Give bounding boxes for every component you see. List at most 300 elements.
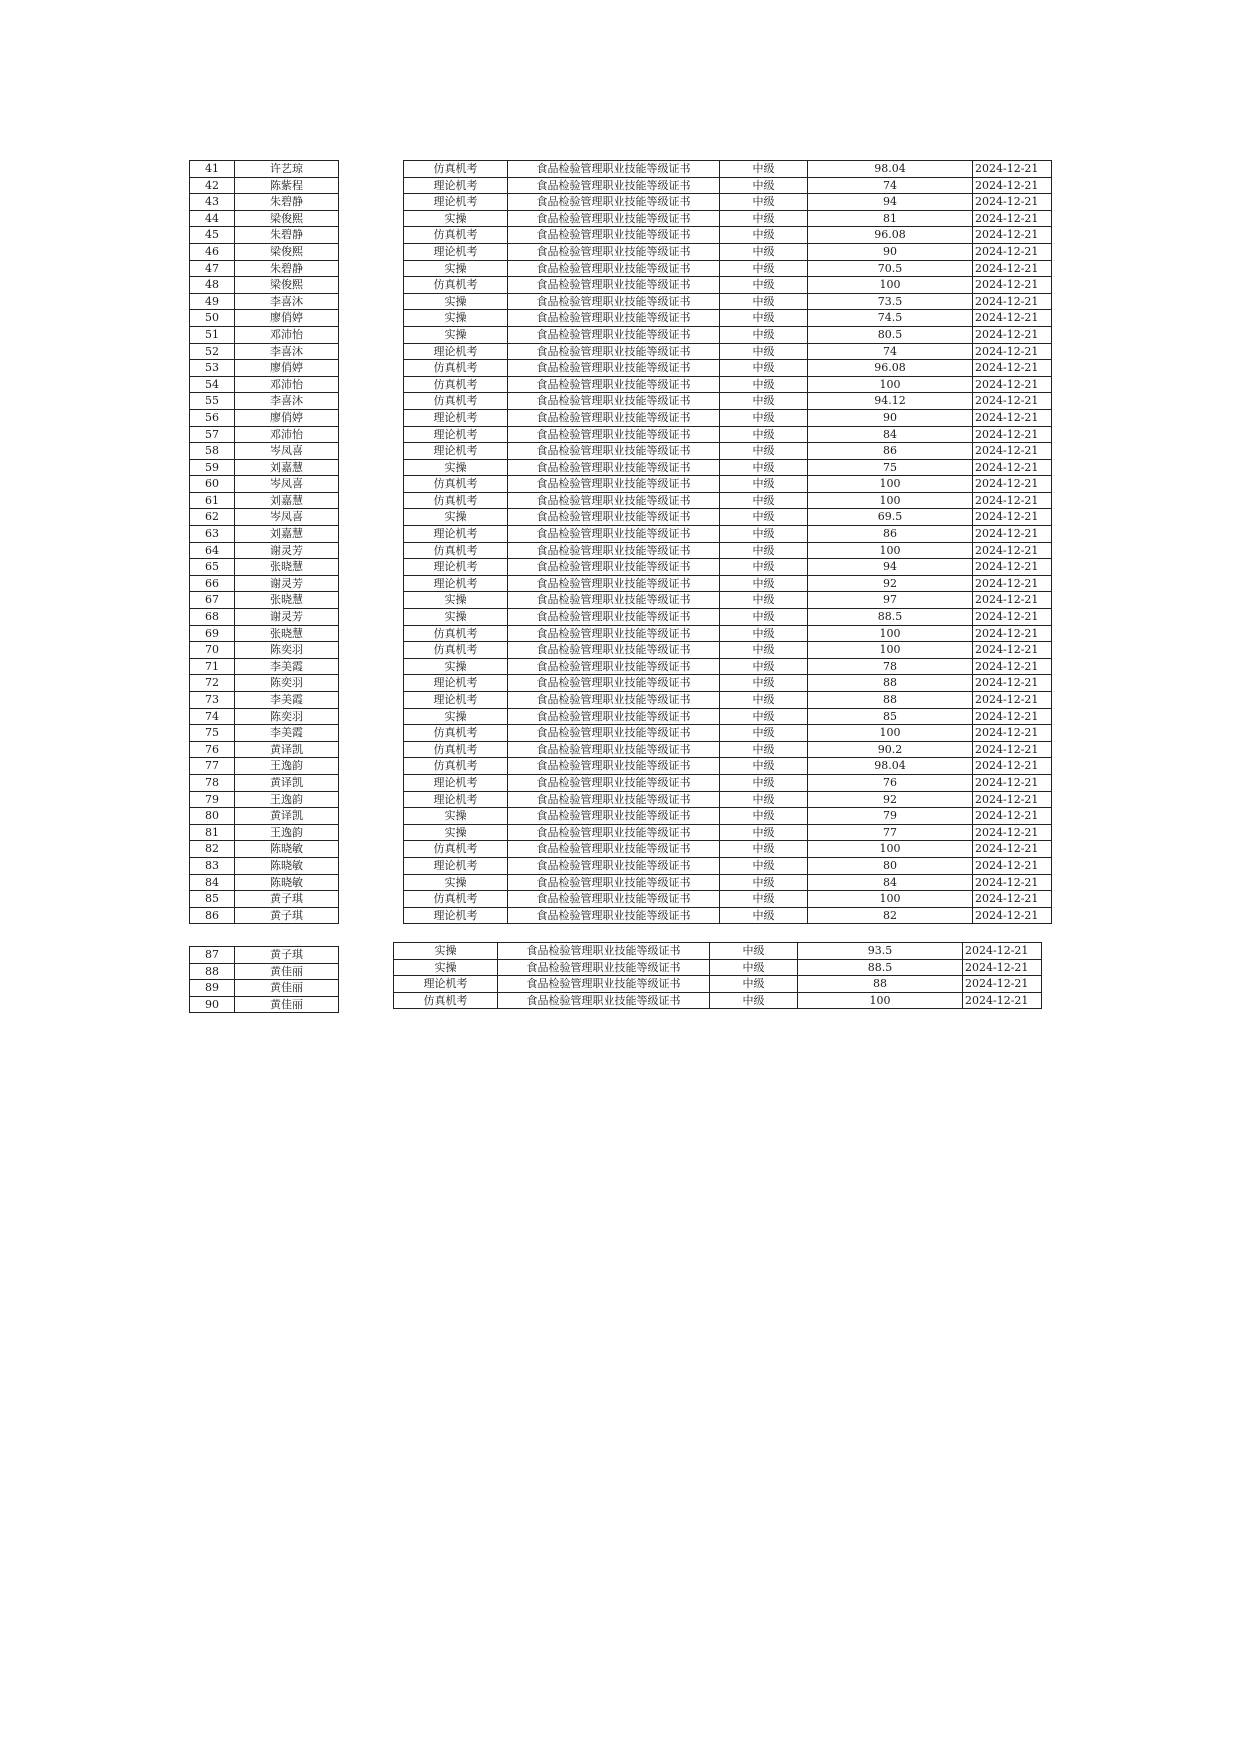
row-number-cell: 64: [190, 542, 235, 559]
level-cell: 中级: [720, 575, 808, 592]
score-cell: 97: [808, 592, 973, 609]
exam-type-cell: 实操: [394, 959, 498, 976]
level-cell: 中级: [720, 741, 808, 758]
name-cell: 廖俏婷: [235, 409, 339, 426]
name-cell: 刘嘉慧: [235, 526, 339, 543]
row-number-cell: 71: [190, 658, 235, 675]
level-cell: 中级: [720, 443, 808, 460]
exam-type-cell: 实操: [404, 509, 508, 526]
date-cell: 2024-12-21: [973, 459, 1052, 476]
table-row: [190, 592, 339, 609]
table-row: [190, 857, 339, 874]
table-row: [404, 277, 1052, 294]
exam-type-cell: 理论机考: [404, 443, 508, 460]
table-row: [190, 642, 339, 659]
table-row: [190, 177, 339, 194]
level-cell: 中级: [720, 459, 808, 476]
level-cell: 中级: [720, 542, 808, 559]
row-number-cell: 83: [190, 857, 235, 874]
table-row: [404, 343, 1052, 360]
exam-type-cell: 仿真机考: [394, 992, 498, 1009]
table-row: [404, 177, 1052, 194]
level-cell: 中级: [720, 526, 808, 543]
table-row: [190, 808, 339, 825]
exam-type-cell: 实操: [404, 708, 508, 725]
exam-type-cell: 仿真机考: [404, 542, 508, 559]
date-cell: 2024-12-21: [973, 277, 1052, 294]
table-row: [404, 741, 1052, 758]
table-row: [190, 891, 339, 908]
table-row: [404, 210, 1052, 227]
table-row: [190, 542, 339, 559]
table-row: [190, 675, 339, 692]
score-cell: 86: [808, 443, 973, 460]
certificate-cell: 食品检验管理职业技能等级证书: [498, 976, 710, 993]
score-cell: 100: [808, 277, 973, 294]
row-number-cell: 81: [190, 824, 235, 841]
date-cell: 2024-12-21: [973, 227, 1052, 244]
date-cell: 2024-12-21: [963, 959, 1042, 976]
certificate-cell: 食品检验管理职业技能等级证书: [508, 559, 720, 576]
certificate-cell: 食品检验管理职业技能等级证书: [508, 393, 720, 410]
exam-type-cell: 仿真机考: [404, 476, 508, 493]
table-row: [190, 625, 339, 642]
score-cell: 80.5: [808, 326, 973, 343]
name-cell: 梁俊熙: [235, 210, 339, 227]
name-cell: 陈奕羽: [235, 675, 339, 692]
name-cell: 邓沛怡: [235, 426, 339, 443]
score-cell: 98.04: [808, 161, 973, 178]
exam-type-cell: 理论机考: [404, 559, 508, 576]
name-cell: 岑凤喜: [235, 476, 339, 493]
row-number-cell: 50: [190, 310, 235, 327]
certificate-cell: 食品检验管理职业技能等级证书: [508, 841, 720, 858]
table-row: [190, 575, 339, 592]
table-row: [404, 692, 1052, 709]
row-number-cell: 70: [190, 642, 235, 659]
row-number-cell: 77: [190, 758, 235, 775]
row-number-cell: 60: [190, 476, 235, 493]
certificate-cell: 食品检验管理职业技能等级证书: [508, 625, 720, 642]
table-row: [404, 426, 1052, 443]
row-number-cell: 84: [190, 874, 235, 891]
certificate-cell: 食品检验管理职业技能等级证书: [508, 459, 720, 476]
row-number-cell: 79: [190, 791, 235, 808]
certificate-cell: 食品检验管理职业技能等级证书: [508, 177, 720, 194]
name-cell: 李喜沐: [235, 393, 339, 410]
name-cell: 李喜沐: [235, 293, 339, 310]
name-cell: 廖俏婷: [235, 310, 339, 327]
row-number-cell: 52: [190, 343, 235, 360]
date-cell: 2024-12-21: [973, 542, 1052, 559]
exam-type-cell: 理论机考: [404, 426, 508, 443]
exam-type-cell: 实操: [404, 326, 508, 343]
name-cell: 梁俊熙: [235, 243, 339, 260]
score-cell: 74.5: [808, 310, 973, 327]
level-cell: 中级: [720, 808, 808, 825]
certificate-cell: 食品检验管理职业技能等级证书: [508, 725, 720, 742]
date-cell: 2024-12-21: [973, 874, 1052, 891]
level-cell: 中级: [720, 310, 808, 327]
name-cell: 岑凤喜: [235, 509, 339, 526]
level-cell: 中级: [720, 194, 808, 211]
name-cell: 梁俊熙: [235, 277, 339, 294]
table-row: [190, 260, 339, 277]
exam-type-cell: 仿真机考: [404, 625, 508, 642]
table-row: [190, 692, 339, 709]
date-cell: 2024-12-21: [973, 741, 1052, 758]
row-number-cell: 51: [190, 326, 235, 343]
score-cell: 70.5: [808, 260, 973, 277]
score-cell: 100: [798, 992, 963, 1009]
row-number-cell: 75: [190, 725, 235, 742]
certificate-cell: 食品检验管理职业技能等级证书: [508, 409, 720, 426]
table-row: [404, 658, 1052, 675]
table-row: [394, 959, 1042, 976]
certificate-cell: 食品检验管理职业技能等级证书: [508, 642, 720, 659]
row-number-cell: 41: [190, 161, 235, 178]
exam-type-cell: 理论机考: [404, 857, 508, 874]
table-row: [190, 210, 339, 227]
table-row: [190, 874, 339, 891]
score-cell: 78: [808, 658, 973, 675]
name-cell: 廖俏婷: [235, 360, 339, 377]
name-cell: 李美霞: [235, 692, 339, 709]
level-cell: 中级: [720, 725, 808, 742]
table-row: [190, 443, 339, 460]
row-number-cell: 89: [190, 980, 235, 997]
level-cell: 中级: [720, 625, 808, 642]
table-row: [404, 476, 1052, 493]
name-cell: 许艺琼: [235, 161, 339, 178]
score-cell: 100: [808, 642, 973, 659]
certificate-cell: 食品检验管理职业技能等级证书: [508, 575, 720, 592]
exam-type-cell: 仿真机考: [404, 360, 508, 377]
level-cell: 中级: [720, 774, 808, 791]
table-row: [404, 492, 1052, 509]
level-cell: 中级: [720, 161, 808, 178]
name-cell: 朱碧静: [235, 260, 339, 277]
level-cell: 中级: [720, 675, 808, 692]
date-cell: 2024-12-21: [973, 824, 1052, 841]
table-row: [404, 874, 1052, 891]
level-cell: 中级: [720, 326, 808, 343]
row-number-cell: 82: [190, 841, 235, 858]
exam-type-cell: 理论机考: [404, 791, 508, 808]
table-row: [404, 841, 1052, 858]
table-row: [404, 326, 1052, 343]
row-number-cell: 47: [190, 260, 235, 277]
name-cell: 谢灵芳: [235, 542, 339, 559]
table-row: [404, 443, 1052, 460]
date-cell: 2024-12-21: [963, 992, 1042, 1009]
date-cell: 2024-12-21: [973, 476, 1052, 493]
score-cell: 100: [808, 542, 973, 559]
exam-type-cell: 实操: [404, 310, 508, 327]
certificate-cell: 食品检验管理职业技能等级证书: [498, 959, 710, 976]
exam-type-cell: 理论机考: [404, 575, 508, 592]
certificate-cell: 食品检验管理职业技能等级证书: [508, 609, 720, 626]
table-row: [190, 227, 339, 244]
name-cell: 李美霞: [235, 725, 339, 742]
date-cell: 2024-12-21: [973, 692, 1052, 709]
table-row: [404, 891, 1052, 908]
name-cell: 李喜沐: [235, 343, 339, 360]
name-cell: 王逸韵: [235, 791, 339, 808]
table-row: [404, 542, 1052, 559]
certificate-cell: 食品检验管理职业技能等级证书: [508, 907, 720, 924]
row-number-cell: 88: [190, 963, 235, 980]
name-cell: 陈奕羽: [235, 708, 339, 725]
level-cell: 中级: [720, 476, 808, 493]
certificate-cell: 食品检验管理职业技能等级证书: [508, 824, 720, 841]
date-cell: 2024-12-21: [973, 161, 1052, 178]
table-row: [404, 293, 1052, 310]
score-cell: 90: [808, 243, 973, 260]
table-row: [190, 996, 339, 1013]
certificate-cell: 食品检验管理职业技能等级证书: [508, 260, 720, 277]
table-row: [190, 947, 339, 964]
level-cell: 中级: [720, 758, 808, 775]
exam-type-cell: 实操: [404, 459, 508, 476]
date-cell: 2024-12-21: [963, 943, 1042, 960]
score-cell: 98.04: [808, 758, 973, 775]
date-cell: 2024-12-21: [973, 393, 1052, 410]
certificate-cell: 食品检验管理职业技能等级证书: [508, 791, 720, 808]
level-cell: 中级: [720, 874, 808, 891]
table-row: [404, 675, 1052, 692]
score-cell: 88.5: [808, 609, 973, 626]
score-cell: 82: [808, 907, 973, 924]
date-cell: 2024-12-21: [973, 293, 1052, 310]
exam-type-cell: 实操: [404, 808, 508, 825]
certificate-cell: 食品检验管理职业技能等级证书: [508, 509, 720, 526]
row-number-cell: 63: [190, 526, 235, 543]
date-cell: 2024-12-21: [973, 841, 1052, 858]
score-cell: 88: [798, 976, 963, 993]
row-number-cell: 62: [190, 509, 235, 526]
exam-type-cell: 仿真机考: [404, 642, 508, 659]
date-cell: 2024-12-21: [973, 559, 1052, 576]
score-cell: 80: [808, 857, 973, 874]
certificate-cell: 食品检验管理职业技能等级证书: [508, 808, 720, 825]
score-cell: 100: [808, 476, 973, 493]
score-cell: 84: [808, 874, 973, 891]
level-cell: 中级: [720, 857, 808, 874]
exam-type-cell: 理论机考: [404, 194, 508, 211]
table-row: [190, 409, 339, 426]
row-number-cell: 61: [190, 492, 235, 509]
exam-type-cell: 实操: [404, 260, 508, 277]
exam-type-cell: 仿真机考: [404, 161, 508, 178]
score-cell: 86: [808, 526, 973, 543]
score-cell: 88: [808, 675, 973, 692]
table-row: [190, 293, 339, 310]
score-cell: 85: [808, 708, 973, 725]
certificate-cell: 食品检验管理职业技能等级证书: [508, 476, 720, 493]
table-row: [404, 243, 1052, 260]
exam-type-cell: 仿真机考: [404, 393, 508, 410]
row-number-cell: 55: [190, 393, 235, 410]
level-cell: 中级: [720, 841, 808, 858]
certificate-cell: 食品检验管理职业技能等级证书: [508, 741, 720, 758]
score-cell: 94: [808, 194, 973, 211]
table-row: [190, 963, 339, 980]
score-cell: 100: [808, 725, 973, 742]
score-cell: 92: [808, 575, 973, 592]
certificate-cell: 食品检验管理职业技能等级证书: [508, 542, 720, 559]
score-cell: 81: [808, 210, 973, 227]
table-row: [190, 741, 339, 758]
certificate-cell: 食品检验管理职业技能等级证书: [508, 227, 720, 244]
date-cell: 2024-12-21: [973, 376, 1052, 393]
table-row: [404, 725, 1052, 742]
score-cell: 100: [808, 891, 973, 908]
certificate-cell: 食品检验管理职业技能等级证书: [508, 774, 720, 791]
date-cell: 2024-12-21: [973, 492, 1052, 509]
certificate-cell: 食品检验管理职业技能等级证书: [498, 943, 710, 960]
table-row: [190, 194, 339, 211]
date-cell: 2024-12-21: [973, 642, 1052, 659]
date-cell: 2024-12-21: [973, 326, 1052, 343]
date-cell: 2024-12-21: [973, 725, 1052, 742]
score-cell: 100: [808, 841, 973, 858]
row-number-cell: 46: [190, 243, 235, 260]
table-row: [190, 376, 339, 393]
name-cell: 谢灵芳: [235, 575, 339, 592]
row-number-cell: 76: [190, 741, 235, 758]
row-number-cell: 58: [190, 443, 235, 460]
level-cell: 中级: [710, 976, 798, 993]
level-cell: 中级: [720, 692, 808, 709]
row-number-cell: 56: [190, 409, 235, 426]
name-cell: 黄佳丽: [235, 996, 339, 1013]
exam-type-cell: 仿真机考: [404, 227, 508, 244]
level-cell: 中级: [710, 959, 798, 976]
exam-type-cell: 理论机考: [404, 343, 508, 360]
exam-type-cell: 仿真机考: [404, 741, 508, 758]
table-row: [394, 943, 1042, 960]
table-row: [190, 559, 339, 576]
level-cell: 中级: [720, 393, 808, 410]
table-row: [190, 774, 339, 791]
row-number-cell: 86: [190, 907, 235, 924]
date-cell: 2024-12-21: [973, 426, 1052, 443]
row-number-cell: 80: [190, 808, 235, 825]
date-cell: 2024-12-21: [963, 976, 1042, 993]
table-row: [190, 526, 339, 543]
table-row: [190, 509, 339, 526]
table-row: [190, 725, 339, 742]
table-row: [404, 625, 1052, 642]
table-row: [190, 492, 339, 509]
table-row: [190, 310, 339, 327]
exam-type-cell: 仿真机考: [404, 841, 508, 858]
score-cell: 90: [808, 409, 973, 426]
level-cell: 中级: [710, 992, 798, 1009]
table-row: [190, 343, 339, 360]
certificate-cell: 食品检验管理职业技能等级证书: [508, 161, 720, 178]
results-table-2-id-name: [189, 946, 339, 1013]
exam-type-cell: 实操: [404, 609, 508, 626]
certificate-cell: 食品检验管理职业技能等级证书: [508, 243, 720, 260]
name-cell: 谢灵芳: [235, 609, 339, 626]
table-row: [404, 708, 1052, 725]
table-row: [190, 243, 339, 260]
certificate-cell: 食品检验管理职业技能等级证书: [508, 360, 720, 377]
table-row: [404, 774, 1052, 791]
table-row: [404, 360, 1052, 377]
name-cell: 陈晓敏: [235, 874, 339, 891]
exam-type-cell: 仿真机考: [404, 277, 508, 294]
name-cell: 黄译凯: [235, 808, 339, 825]
level-cell: 中级: [720, 210, 808, 227]
level-cell: 中级: [720, 376, 808, 393]
table-row: [190, 476, 339, 493]
row-number-cell: 87: [190, 947, 235, 964]
table-row: [404, 907, 1052, 924]
table-row: [190, 326, 339, 343]
exam-type-cell: 理论机考: [404, 692, 508, 709]
level-cell: 中级: [720, 260, 808, 277]
name-cell: 朱碧静: [235, 194, 339, 211]
table-row: [190, 277, 339, 294]
certificate-cell: 食品检验管理职业技能等级证书: [508, 658, 720, 675]
exam-type-cell: 理论机考: [404, 526, 508, 543]
table-row: [190, 708, 339, 725]
score-cell: 88: [808, 692, 973, 709]
table-row: [404, 409, 1052, 426]
table-row: [190, 459, 339, 476]
table-row: [394, 976, 1042, 993]
results-table-1-id-name: [189, 160, 339, 924]
certificate-cell: 食品检验管理职业技能等级证书: [508, 426, 720, 443]
level-cell: 中级: [720, 824, 808, 841]
results-table-1-details: [403, 160, 1052, 924]
table-row: [404, 161, 1052, 178]
certificate-cell: 食品检验管理职业技能等级证书: [508, 592, 720, 609]
certificate-cell: 食品检验管理职业技能等级证书: [508, 758, 720, 775]
row-number-cell: 44: [190, 210, 235, 227]
certificate-cell: 食品检验管理职业技能等级证书: [508, 277, 720, 294]
exam-type-cell: 实操: [404, 658, 508, 675]
row-number-cell: 66: [190, 575, 235, 592]
date-cell: 2024-12-21: [973, 243, 1052, 260]
name-cell: 黄佳丽: [235, 963, 339, 980]
date-cell: 2024-12-21: [973, 808, 1052, 825]
row-number-cell: 54: [190, 376, 235, 393]
certificate-cell: 食品检验管理职业技能等级证书: [508, 857, 720, 874]
date-cell: 2024-12-21: [973, 526, 1052, 543]
score-cell: 76: [808, 774, 973, 791]
date-cell: 2024-12-21: [973, 675, 1052, 692]
level-cell: 中级: [720, 492, 808, 509]
date-cell: 2024-12-21: [973, 343, 1052, 360]
level-cell: 中级: [720, 642, 808, 659]
row-number-cell: 53: [190, 360, 235, 377]
row-number-cell: 69: [190, 625, 235, 642]
level-cell: 中级: [720, 609, 808, 626]
table-row: [190, 658, 339, 675]
row-number-cell: 74: [190, 708, 235, 725]
certificate-cell: 食品检验管理职业技能等级证书: [508, 310, 720, 327]
table-row: [404, 857, 1052, 874]
score-cell: 79: [808, 808, 973, 825]
score-cell: 73.5: [808, 293, 973, 310]
table-row: [404, 393, 1052, 410]
table-row: [404, 824, 1052, 841]
table-row: [404, 592, 1052, 609]
